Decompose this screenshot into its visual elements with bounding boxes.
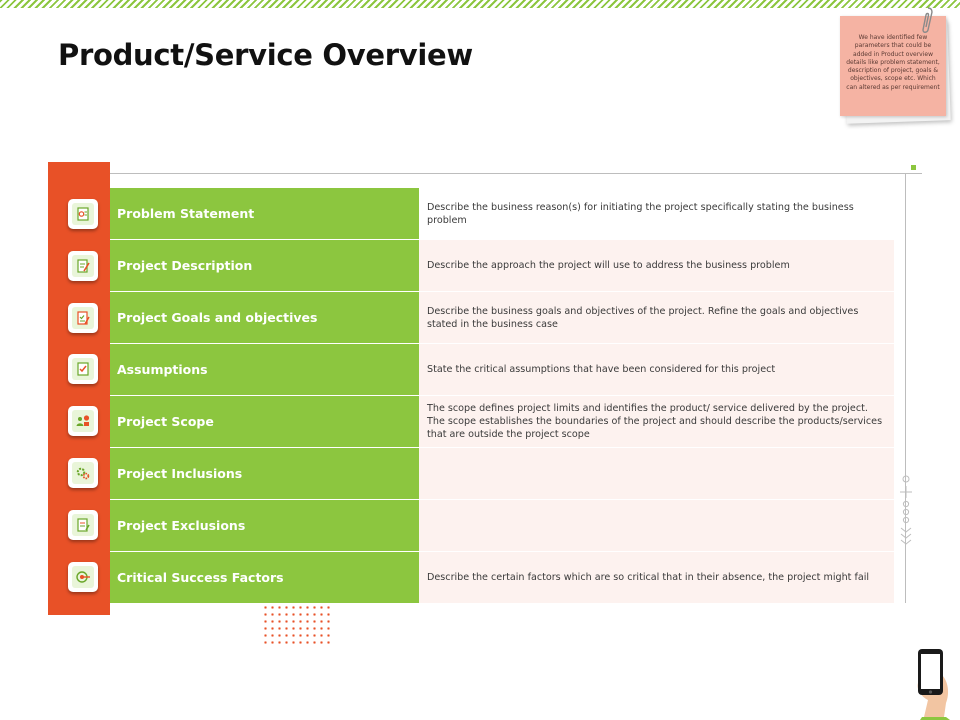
row-label: Project Inclusions: [117, 466, 243, 481]
sticky-note-text: We have identified few parameters that could be added in Product overview details like problem statement, description of project, goals & objectives, scope etc. Which can altered as per requirement: [846, 34, 940, 91]
row-label: Assumptions: [117, 362, 208, 377]
checklist-icon: [68, 354, 98, 384]
row-description-cell: [419, 292, 894, 343]
frame-corner-marker: [911, 165, 916, 170]
overview-table: [110, 188, 894, 604]
row-label-cell: [110, 292, 419, 343]
row-description: Describe the certain factors which are so critical that in their absence, the project might fail: [427, 572, 870, 583]
target-arrow-icon: [68, 562, 98, 592]
checklist-pencil-icon: [68, 303, 98, 333]
row-description-cell: [419, 552, 894, 603]
row-label-cell: [110, 448, 419, 499]
row-label: Project Description: [117, 258, 253, 273]
dot-grid-decoration: [262, 604, 334, 644]
hand-holding-phone-icon: [910, 645, 960, 720]
table-row: [110, 396, 894, 448]
side-decoration: [898, 474, 916, 554]
table-row: [110, 552, 894, 604]
table-row: [110, 240, 894, 292]
edit-document-icon: [68, 251, 98, 281]
table-frame-top: [110, 173, 922, 174]
row-label: Critical Success Factors: [117, 570, 284, 585]
page-title: Product/Service Overview: [58, 38, 473, 72]
row-label-cell: [110, 552, 419, 603]
row-description: Describe the business goals and objectives of the project. Refine the goals and objectives stated in the business case: [427, 305, 859, 330]
row-description-cell: [419, 344, 894, 395]
table-row: [110, 448, 894, 500]
top-stripe-decoration: [0, 0, 960, 8]
row-description: State the critical assumptions that have been considered for this project: [427, 364, 776, 375]
table-row: [110, 500, 894, 552]
table-row: [110, 292, 894, 344]
row-description-cell: [419, 188, 894, 239]
row-description: Describe the approach the project will use to address the business problem: [427, 260, 790, 271]
document-chart-icon: [68, 199, 98, 229]
table-row: [110, 188, 894, 240]
team-target-icon: [68, 406, 98, 436]
gears-icon: [68, 458, 98, 488]
row-label: Problem Statement: [117, 206, 255, 221]
row-label-cell: [110, 396, 419, 447]
icon-column-bar: [48, 162, 110, 615]
row-description-cell: [419, 396, 894, 447]
row-label: Project Exclusions: [117, 518, 246, 533]
row-description: Describe the business reason(s) for initiating the project specifically stating the business problem: [427, 201, 854, 226]
document-pen-icon: [68, 510, 98, 540]
row-description-cell: [419, 500, 894, 551]
row-description: The scope defines project limits and identifies the product/ service delivered by the project. The scope establishes the boundaries of the project and should describe the products/services that are outside the project scope: [427, 403, 883, 440]
row-label: Project Scope: [117, 414, 214, 429]
row-label-cell: [110, 240, 419, 291]
row-label: Project Goals and objectives: [117, 310, 318, 325]
row-description-cell: [419, 448, 894, 499]
row-description-cell: [419, 240, 894, 291]
paperclip-icon: [918, 6, 934, 34]
table-row: [110, 344, 894, 396]
row-label-cell: [110, 188, 419, 239]
row-label-cell: [110, 344, 419, 395]
row-label-cell: [110, 500, 419, 551]
